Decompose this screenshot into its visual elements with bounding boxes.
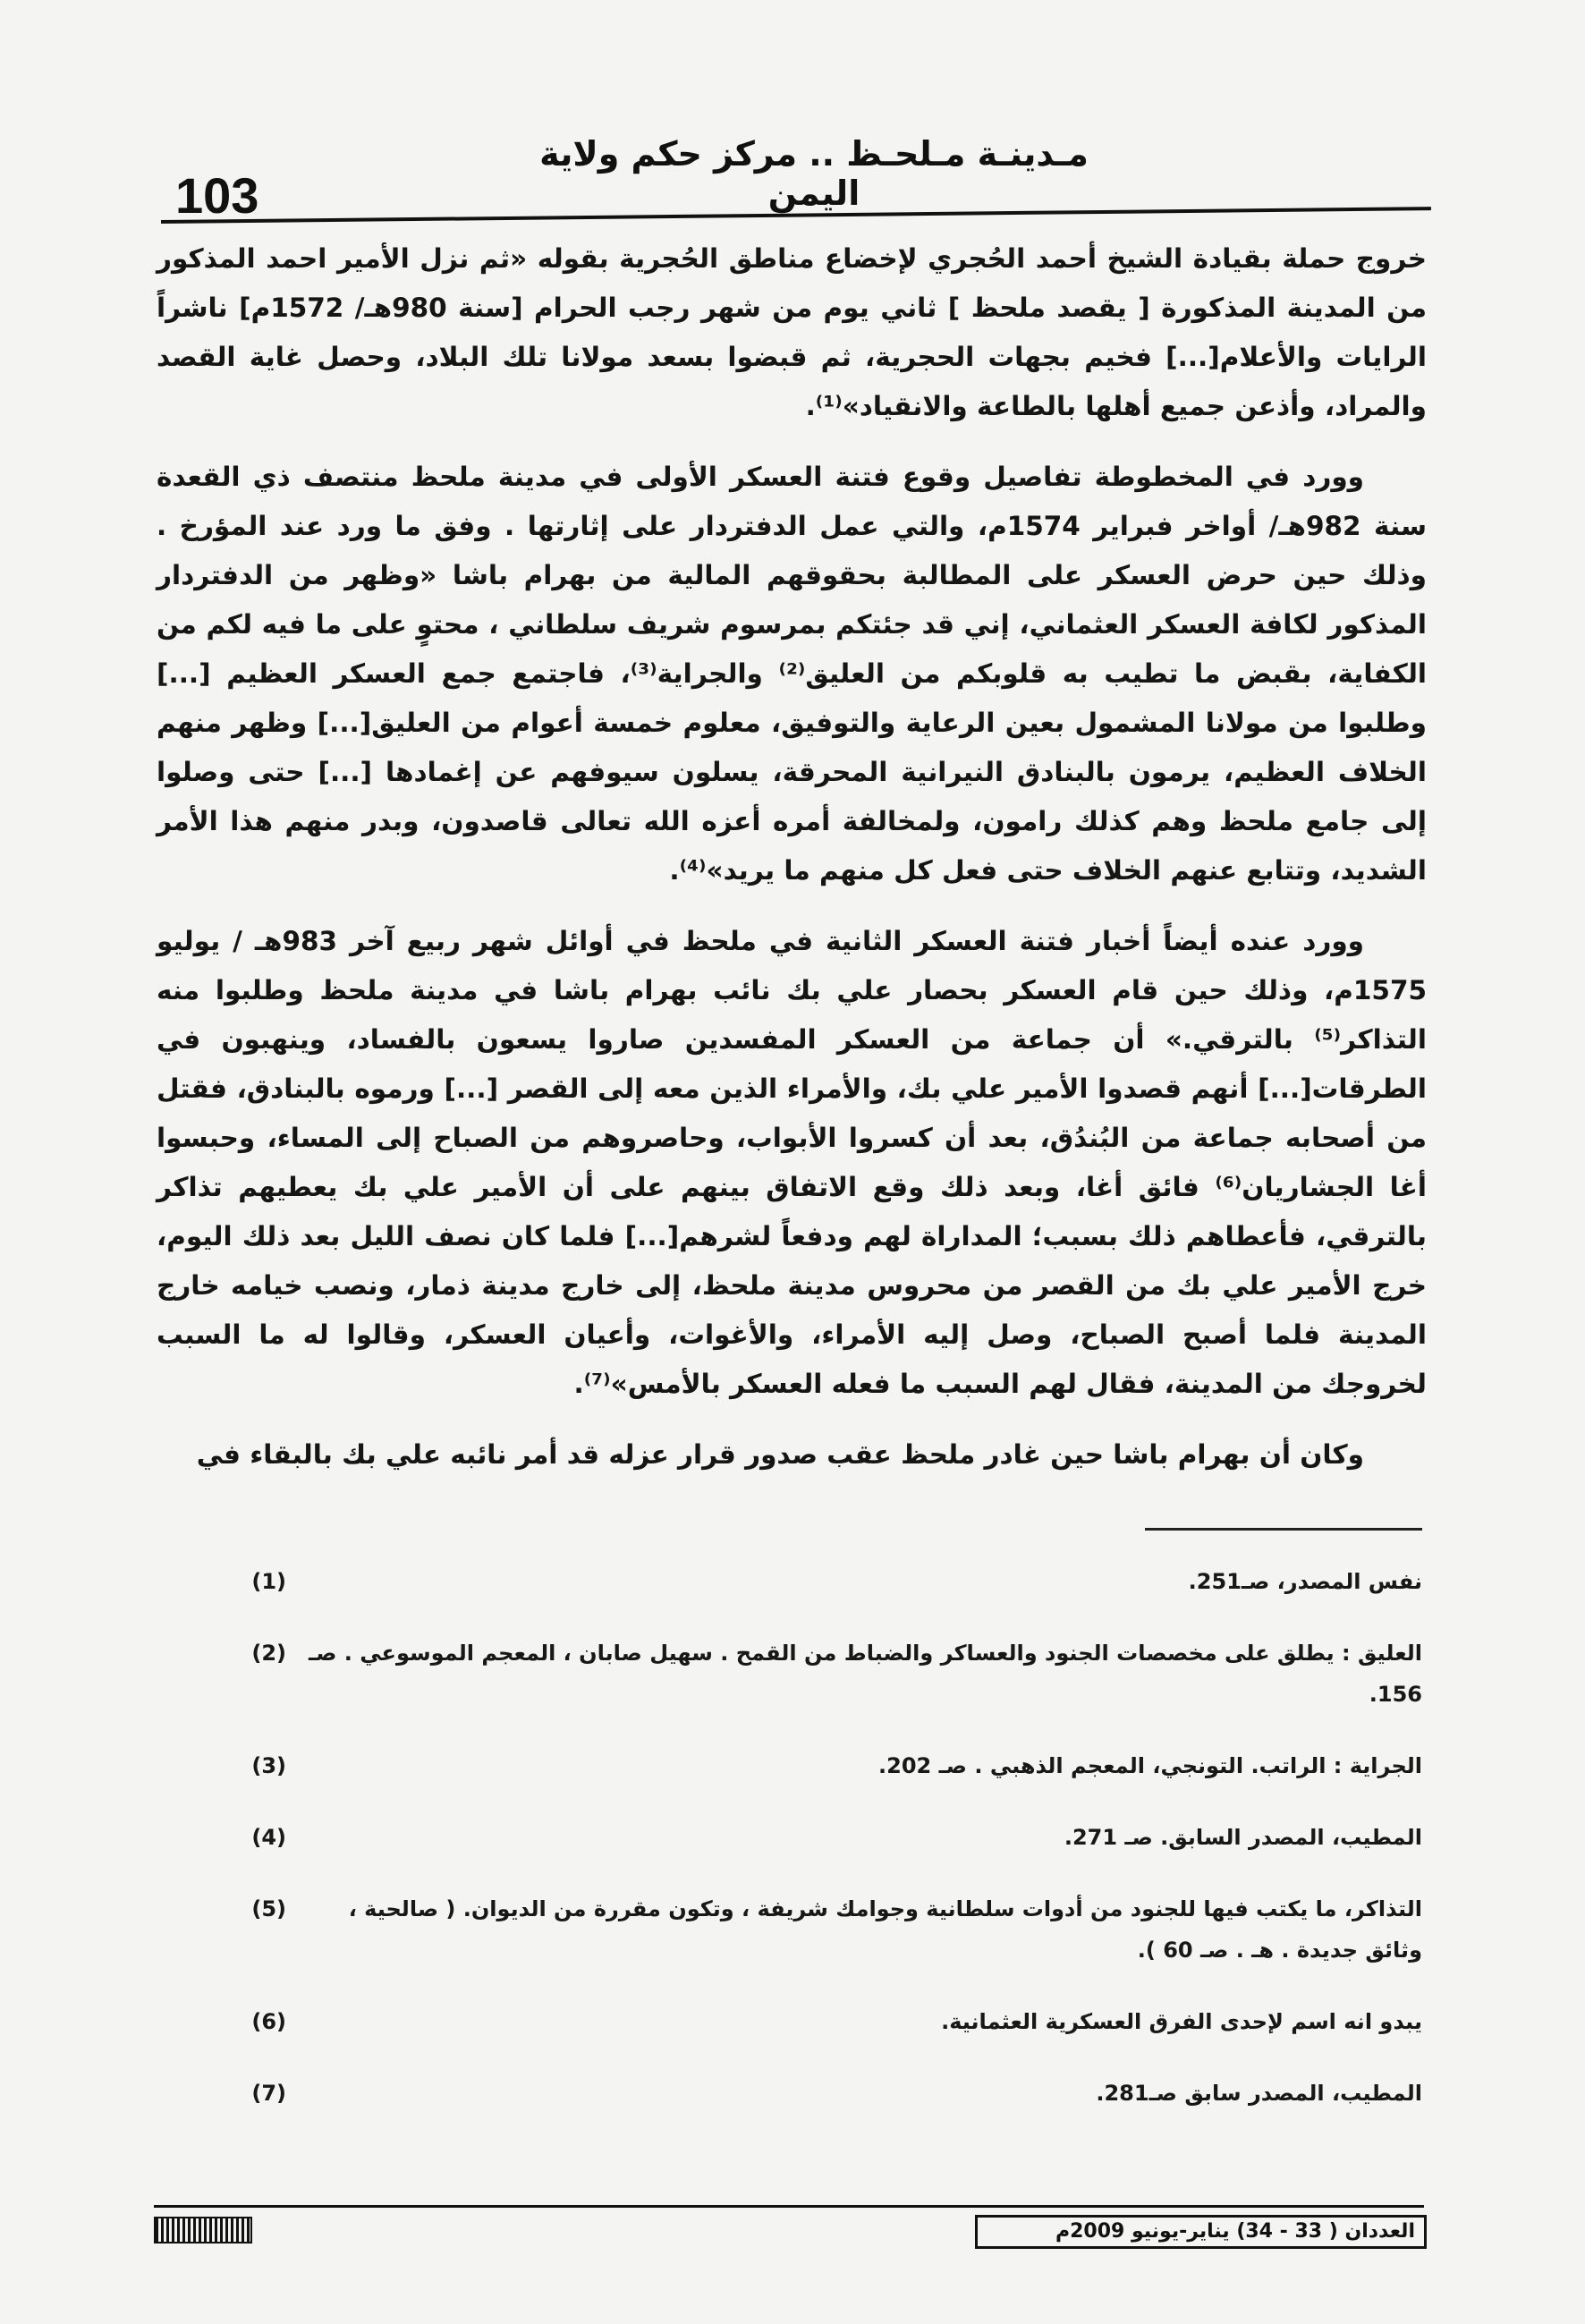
- footnote-text: المطيب، المصدر سابق صـ281.: [1096, 2081, 1422, 2106]
- footnote-item: [161, 1561, 1422, 1602]
- body-paragraph: وورد عنده أيضاً أخبار فتنة العسكر الثانية في ملحظ في أوائل شهر ربيع آخر 983هـ / يوليو 1575م، وذلك حين قام العسكر بحصار علي بك نائب بهرام باشا في مدينة ملحظ وطلبوا منه التذاكر⁽⁵⁾ بالترقي.» أن جماعة من العسكر المفسدين صاروا يسعون بالفساد، وينهبون في الطرقات[...] أنهم قصدوا الأمير علي بك، والأمراء الذين معه إلى القصر [...] ورموه بالبنادق، فقتل من أصحابه جماعة من البُندُق، بعد أن كسروا الأبواب، وحاصروهم من الصباح إلى المساء، وحبسوا أغا الجشاريان⁽⁶⁾ فائق أغا، وبعد ذلك وقع الاتفاق بينهم على أن الأمير علي بك يعطيهم تذاكر بالترقي، فأعطاهم ذلك بسبب؛ المداراة لهم ودفعاً لشرهم[...] فلما كان نصف الليل بعد ذلك اليوم، خرج الأمير علي بك من القصر من محروس مدينة ملحظ، إلى خارج مدينة ذمار، ونصب خيامه خارج المدينة فلما أصبح الصباح، وصل إليه الأمراء، والأغوات، وأعيان العسكر، وقالوا له ما السبب لخروجك من المدينة، فقال لهم السبب ما فعله العسكر بالأمس»⁽⁷⁾.: [157, 926, 1427, 1399]
- footnote-number: (2): [251, 1641, 286, 1666]
- footnote-text: الجراية : الراتب. التونجي، المعجم الذهبي . صـ 202.: [878, 1753, 1422, 1778]
- running-header-title: مـدينـة مـلحـظ .. مركز حكم ولاية اليمن: [539, 134, 1089, 213]
- footnote-item: [161, 1888, 1422, 1971]
- footer-issue-label: العددان ( 33 - 34) يناير-يونيو 2009م: [975, 2215, 1427, 2249]
- footnote-item: [161, 1633, 1422, 1715]
- footnote-text: العليق : يطلق على مخصصات الجنود والعساكر والضباط من القمح . سهيل صابان ، المعجم الموسوعي . صـ 156.: [309, 1641, 1422, 1707]
- footnote-text: يبدو انه اسم لإحدى الفرق العسكرية العثمانية.: [941, 2009, 1422, 2034]
- footnote-item: [161, 1745, 1422, 1786]
- footnote-item: [161, 1817, 1422, 1858]
- body-paragraph: خروج حملة بقيادة الشيخ أحمد الحُجري لإخضاع مناطق الحُجرية بقوله «ثم نزل الأمير احمد المذكور من المدينة المذكورة [ يقصد ملحظ ] ثاني يوم من شهر رجب الحرام [سنة 980هـ/ 1572م] ناشراً الرايات والأعلام[...] فخيم بجهات الحجرية، ثم قبضوا بسعد مولانا تلك البلاد، وحصل غاية القصد والمراد، وأذعن جميع أهلها بالطاعة والانقياد»⁽¹⁾.: [157, 243, 1427, 421]
- footnote-number: (6): [251, 2009, 286, 2034]
- footnote-item: [161, 2001, 1422, 2042]
- footnote-number: (3): [251, 1753, 286, 1778]
- footer-divider: [154, 2205, 1424, 2208]
- body-paragraph: وورد في المخطوطة تفاصيل وقوع فتنة العسكر الأولى في مدينة ملحظ منتصف ذي القعدة سنة 982هـ/ أواخر فبراير 1574م، والتي عمل الدفتردار على إثارتها . وفق ما ورد عند المؤرخ . وذلك حين حرض العسكر على المطالبة بحقوقهم المالية من بهرام باشا «وظهر من الدفتردار المذكور لكافة العسكر العثماني، إني قد جئتكم بمرسوم شريف سلطاني ، محتوٍ على ما فيه لكم من الكفاية، بقبض ما تطيب به قلوبكم من العليق⁽²⁾ والجراية⁽³⁾، فاجتمع جمع العسكر العظيم [...] وطلبوا من مولانا المشمول بعين الرعاية والتوفيق، معلوم خمسة أعوام من العليق[...] وظهر منهم الخلاف العظيم، يرمون بالبنادق النيرانية المحرقة، يسلون سيوفهم عن إغمادها [...] حتى وصلوا إلى جامع ملحظ وهم كذلك رامون، ولمخالفة أمره أعزه الله تعالى قاصدون، وبدر منهم هذا الأمر الشديد، وتتابع عنهم الخلاف حتى فعل كل منهم ما يريد»⁽⁴⁾.: [157, 462, 1428, 886]
- footnote-text: المطيب، المصدر السابق. صـ 271.: [1064, 1825, 1422, 1850]
- footnote-divider: [1145, 1528, 1422, 1531]
- footnotes-section: [161, 1561, 1422, 2144]
- page-number: 103: [175, 167, 259, 224]
- footnote-text: التذاكر، ما يكتب فيها للجنود من أدوات سلطانية وجوامك شريفة ، وتكون مقررة من الديوان. ( صالحية ، وثائق جديدة . هـ . صـ 60 ).: [348, 1896, 1422, 1963]
- journal-logo-icon: [154, 2217, 252, 2243]
- footnote-text: نفس المصدر، صـ251.: [1188, 1569, 1422, 1594]
- footnote-number: (7): [251, 2081, 286, 2106]
- footnote-item: [161, 2073, 1422, 2114]
- main-body-text: [157, 234, 1427, 1501]
- footnote-number: (5): [251, 1896, 286, 1921]
- footnote-number: (1): [251, 1569, 286, 1594]
- body-paragraph: وكان أن بهرام باشا حين غادر ملحظ عقب صدور قرار عزله قد أمر نائبه علي بك بالبقاء في: [196, 1439, 1364, 1470]
- footnote-number: (4): [251, 1825, 286, 1850]
